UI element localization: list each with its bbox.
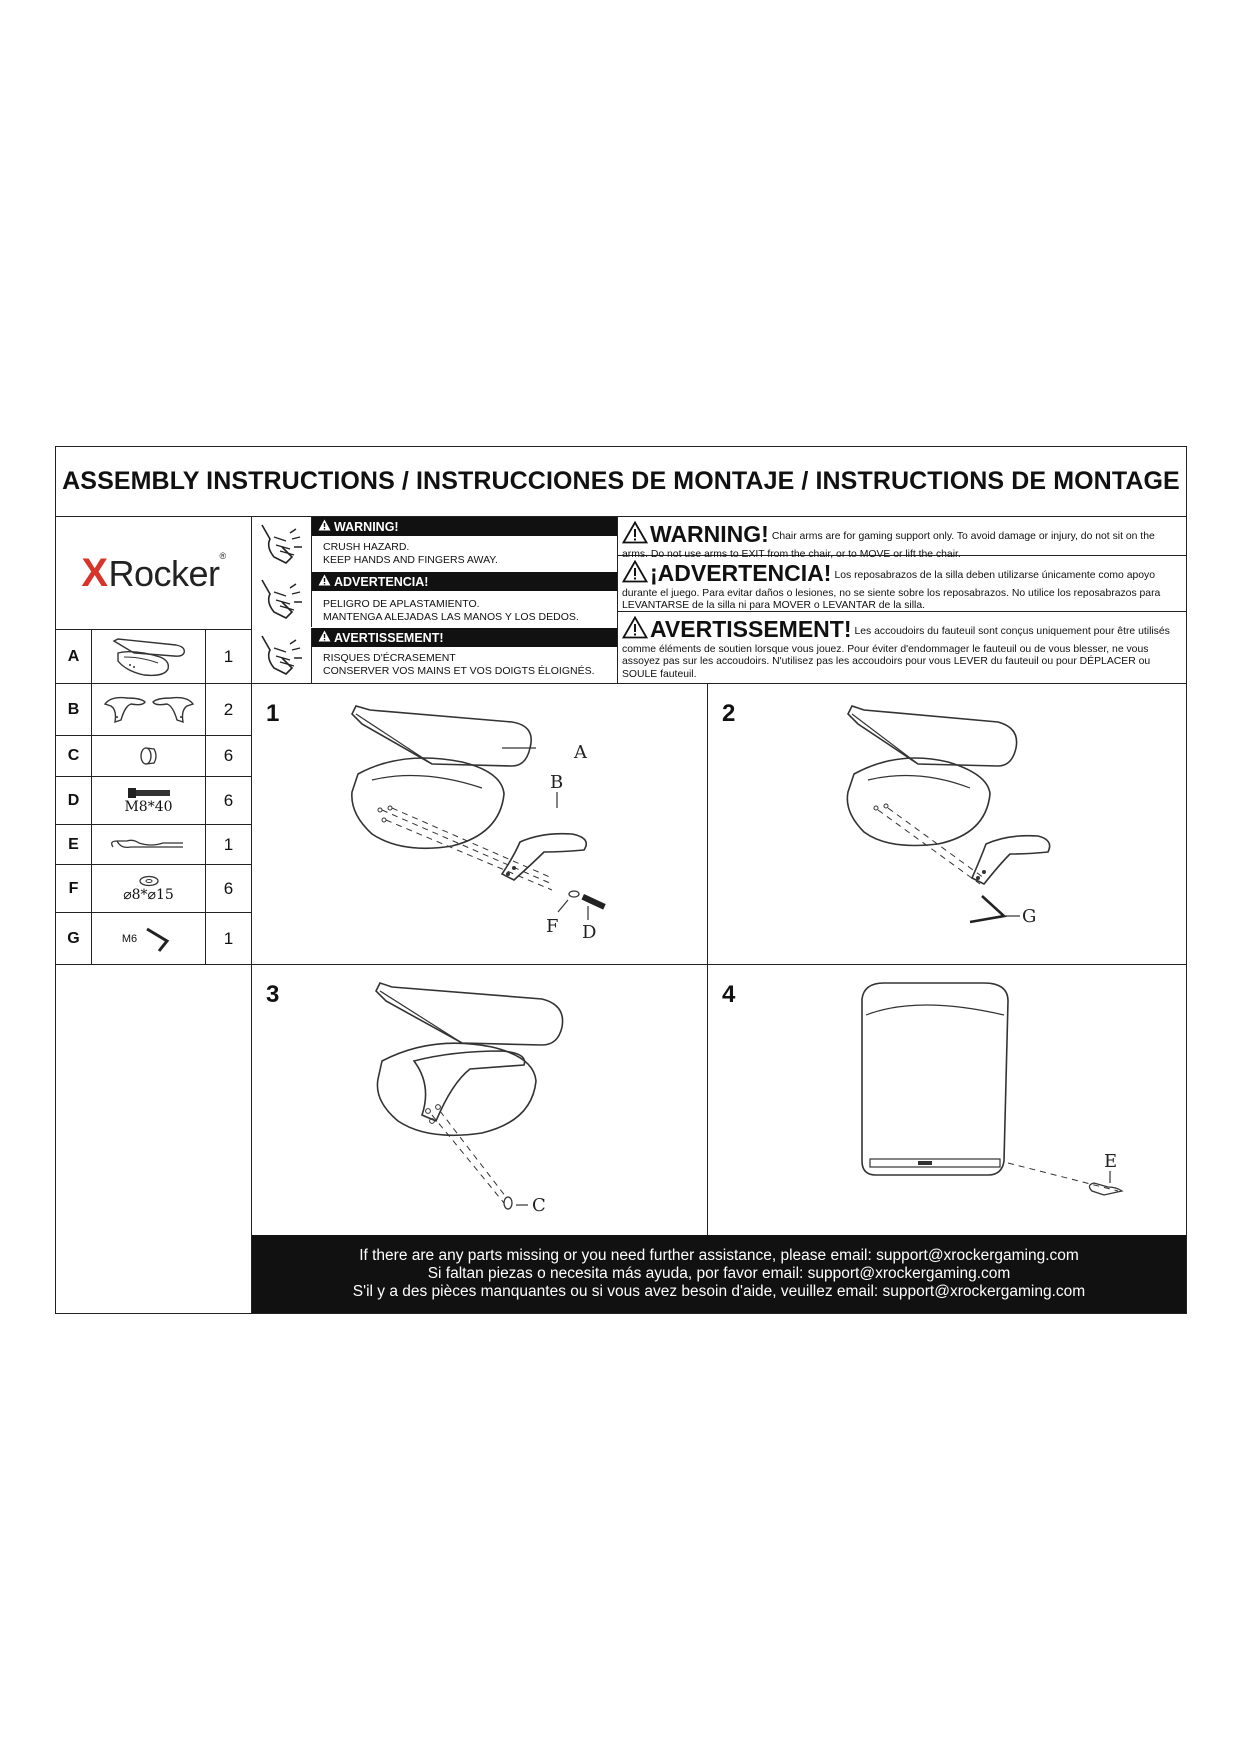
notice-heading: AVERTISSEMENT! [650,616,852,642]
crush-hand-icon [252,517,312,572]
notice-en [618,517,1186,560]
callout-f: F [546,916,559,937]
notice-fr [618,612,1186,683]
parts-list [56,630,251,965]
hazard-text [323,598,579,624]
part-letter: D [56,777,92,824]
hazard-heading-text: WARNING! [334,519,399,534]
step-3-illustration [252,965,708,1235]
support-line-es: Si faltan piezas o necesita más ayuda, por favor email: support@xrockergaming.com [427,1265,1011,1282]
hazard-line-1: CRUSH HAZARD. [323,541,410,553]
support-line-fr: S'il y a des pièces manquantes ou si vous avez besoin d'aide, veuillez email: support@xrockergaming.com [352,1283,1086,1300]
support-line-en: If there are any parts missing or you need further assistance, please email: support@xrockergaming.com [359,1247,1079,1264]
hazard-line-2: MANTENGA ALEJADAS LAS MANOS Y LOS DEDOS. [323,611,579,623]
cap-icon [92,736,206,776]
allen-key-spec: M6 [121,932,138,945]
armrest-pair-icon [92,684,206,735]
hazard-line-1: PELIGRO DE APLASTAMIENTO. [323,598,480,610]
part-row-g [56,913,251,965]
warning-triangle-icon [622,616,648,644]
brand-logo-text: Rocker [108,552,220,594]
hazard-text [323,541,498,567]
step-2-illustration [708,684,1186,965]
washer-part-image [92,865,206,912]
warning-triangle-icon [622,560,648,588]
hazard-warning-es [252,572,617,627]
hazard-heading [312,517,617,536]
bolt-icon [124,787,174,799]
part-qty: 1 [223,646,234,666]
part-qty: 6 [223,746,234,765]
crush-hand-icon [252,572,312,627]
bolt-part-image [92,777,206,824]
callout-e: E [1104,1151,1118,1172]
step-4-illustration [708,965,1186,1235]
washer-icon [137,875,161,887]
step-number: 4 [722,981,736,1008]
notice-heading: WARNING! [650,521,769,547]
support-footer [252,1235,1186,1313]
part-letter: A [56,630,92,683]
hazard-warnings [252,517,618,684]
hazard-warning-en [252,517,617,572]
allen-key-part-image [92,913,206,964]
allen-key-icon [145,925,175,953]
part-row-f [56,865,251,913]
part-qty: 6 [223,878,234,898]
logo-cell [56,517,251,630]
bolt-spec: M8*40 [124,798,173,815]
r-clip-icon [92,825,206,864]
warning-triangle-icon [318,574,331,589]
notice-text: Les accoudoirs du fauteuil sont conçus uniquement pour être utilisés comme éléments de soutien lorsque vous jouez. Pour éviter d'endommager le fauteuil ou de vous blesser, ne vous assoyez pas sur les accoudoirs. N'utilisez pas les accoudoirs pour vous LEVER du fauteuil ou pour DÉPLACER ou SOULE fauteuil. [622,626,1170,680]
hazard-warning-fr [252,628,617,683]
callout-c: C [532,1195,546,1216]
title-row [56,447,1186,517]
warning-triangle-icon [318,630,331,645]
part-letter: G [56,913,92,964]
hazard-line-2: KEEP HANDS AND FINGERS AWAY. [323,554,498,566]
brand-logo-x: X [81,550,108,595]
hazard-text [323,652,595,678]
notice-heading: ¡ADVERTENCIA! [650,560,832,586]
part-row-a [56,630,251,684]
page-title: ASSEMBLY INSTRUCTIONS / INSTRUCCIONES DE MONTAJE / INSTRUCTIONS DE MONTAGE [62,467,1180,495]
step-number: 3 [266,981,280,1008]
registered-mark: ® [219,550,226,561]
part-letter: F [56,865,92,912]
crush-hand-icon [252,628,312,683]
part-letter: C [56,736,92,776]
parts-column [56,517,252,1313]
callout-d: D [582,922,597,943]
warning-triangle-icon [318,519,331,534]
part-row-e [56,825,251,865]
step-1-illustration [252,684,708,965]
step-number: 2 [722,700,736,727]
part-qty: 2 [223,699,234,719]
brand-logo [81,551,225,596]
warning-triangle-icon [622,521,648,549]
hazard-heading [312,572,617,591]
step-1-panel [252,684,708,965]
hazard-line-1: RISQUES D'ÉCRASEMENT [323,652,456,664]
part-qty: 1 [223,834,234,854]
notice-es [618,556,1186,612]
part-letter: E [56,825,92,864]
step-2-panel [708,684,1186,965]
hazard-heading [312,628,617,647]
seat-shell-icon [92,630,206,683]
step-number: 1 [266,700,280,727]
notice-text: Chair arms are for gaming support only. To avoid damage or injury, do not sit on the arms. Do not use arms to EXIT from the chair, or to MOVE or lift the chair. [622,531,1155,560]
hazard-heading-text: AVERTISSEMENT! [334,630,444,645]
step-4-panel [708,965,1186,1235]
part-qty: 6 [223,790,234,810]
notice-text: Los reposabrazos de la silla deben utilizarse únicamente como apoyo durante el juego. Para evitar daños o lesiones, no se siente sobre los reposabrazos. No utilice los reposabrazos para LEVANTARSE de la silla ni para MOVER o LEVANTAR de la silla. [622,570,1161,611]
part-row-d [56,777,251,825]
callout-a: A [574,742,587,763]
armrest-notices [618,517,1186,684]
washer-spec: ⌀8*⌀15 [123,886,174,903]
callout-b: B [550,772,564,793]
part-letter: B [56,684,92,735]
instruction-sheet [55,446,1187,1314]
part-row-b [56,684,251,736]
hazard-heading-text: ADVERTENCIA! [334,574,429,589]
step-3-panel [252,965,708,1235]
hazard-line-2: CONSERVER VOS MAINS ET VOS DOIGTS ÉLOIGNÉS. [323,665,595,677]
part-qty: 1 [223,928,234,948]
part-row-c [56,736,251,777]
callout-g: G [1022,906,1037,927]
